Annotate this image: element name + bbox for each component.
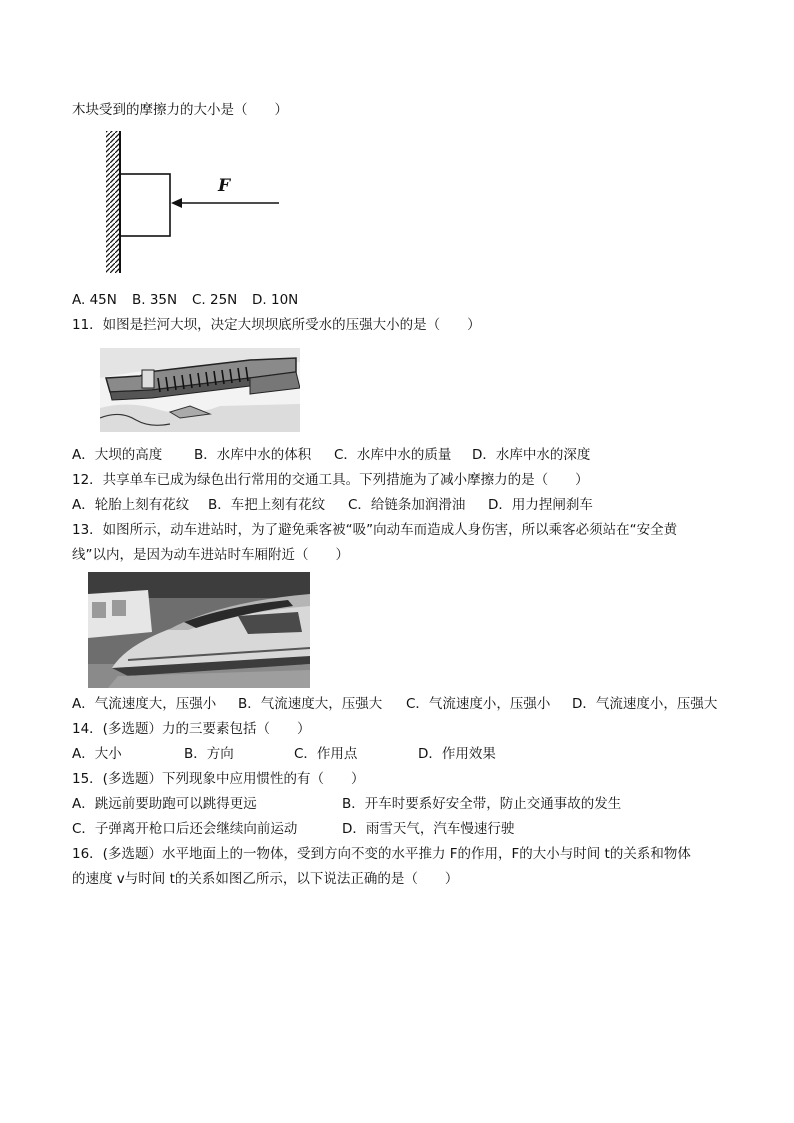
q13-option-a[interactable]: A．气流速度大，压强小 — [72, 696, 217, 712]
wooden-block — [120, 174, 170, 236]
q13-option-b[interactable]: B．气流速度大，压强大 — [238, 696, 383, 712]
wall-hatching — [106, 131, 120, 273]
q10-option-b[interactable]: B. 35N — [132, 292, 178, 308]
q10-stem: 木块受到的摩擦力的大小是（ ） — [72, 102, 288, 118]
q13-option-d[interactable]: D．气流速度小，压强大 — [572, 696, 718, 712]
q11-option-d[interactable]: D．水库中水的深度 — [472, 447, 591, 463]
q11-option-c[interactable]: C．水库中水的质量 — [334, 447, 452, 463]
q13-bullet-train-picture — [88, 572, 310, 688]
q12-option-c[interactable]: C．给链条加润滑油 — [348, 497, 466, 513]
q13-stem-line-2: 线”以内，是因为动车进站时车厢附近（ ） — [72, 547, 349, 563]
q13-stem-line-1: 13．如图所示，动车进站时，为了避免乘客被“吸”向动车而造成人身伤害，所以乘客必须站在“安全黄 — [72, 522, 678, 538]
q10-option-a[interactable]: A. 45N — [72, 292, 117, 308]
force-label: F — [218, 176, 231, 196]
q16-stem-line-1: 16．(多选题）水平地面上的一物体，受到方向不变的水平推力 F的作用，F的大小与时间 t的关系和物体 — [72, 846, 691, 862]
q15-stem: 15．(多选题）下列现象中应用惯性的有（ ） — [72, 771, 365, 787]
q16-stem-line-2: 的速度 v与时间 t的关系如图乙所示，以下说法正确的是（ ） — [72, 871, 459, 887]
q12-option-d[interactable]: D．用力捏闸刹车 — [488, 497, 593, 513]
q11-dam-picture — [100, 348, 300, 432]
force-arrow-head — [171, 198, 182, 208]
q13-option-c[interactable]: C．气流速度小，压强小 — [406, 696, 551, 712]
q10-option-d[interactable]: D. 10N — [252, 292, 299, 308]
q15-option-a[interactable]: A．跳远前要助跑可以跳得更远 — [72, 796, 257, 812]
q10-option-c[interactable]: C. 25N — [192, 292, 238, 308]
q15-option-c[interactable]: C．子弹离开枪口后还会继续向前运动 — [72, 821, 298, 837]
q15-option-b[interactable]: B．开车时要系好安全带，防止交通事故的发生 — [342, 796, 622, 812]
q11-stem: 11．如图是拦河大坝，决定大坝坝底所受水的压强大小的是（ ） — [72, 317, 481, 333]
q14-option-a[interactable]: A．大小 — [72, 746, 122, 762]
q12-option-a[interactable]: A．轮胎上刻有花纹 — [72, 497, 190, 513]
q15-option-d[interactable]: D．雨雪天气，汽车慢速行驶 — [342, 821, 515, 837]
q14-stem: 14．(多选题）力的三要素包括（ ） — [72, 721, 311, 737]
q11-option-a[interactable]: A．大坝的高度 — [72, 447, 163, 463]
q14-option-c[interactable]: C．作用点 — [294, 746, 358, 762]
q14-option-b[interactable]: B．方向 — [184, 746, 234, 762]
q12-option-b[interactable]: B．车把上刻有花纹 — [208, 497, 326, 513]
q10-wall-block-figure — [100, 128, 290, 278]
q14-option-d[interactable]: D．作用效果 — [418, 746, 496, 762]
q12-stem: 12．共享单车已成为绿色出行常用的交通工具。下列措施为了减小摩擦力的是（ ） — [72, 472, 589, 488]
q11-option-b[interactable]: B．水库中水的体积 — [194, 447, 312, 463]
